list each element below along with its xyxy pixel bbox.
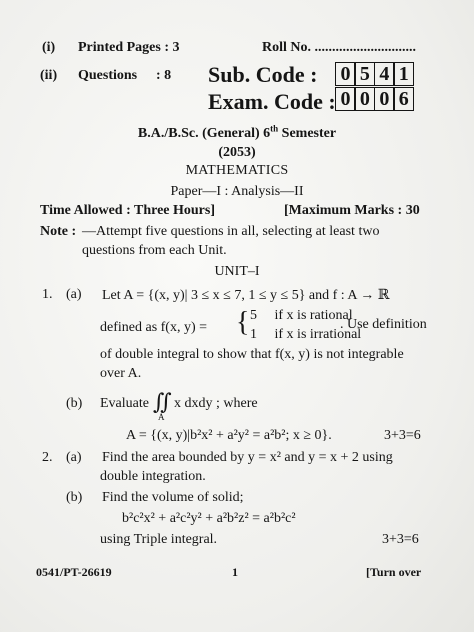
subject-title: MATHEMATICS xyxy=(185,163,289,178)
integral-region-label: A xyxy=(158,412,165,422)
q2b-line1: Find the volume of solid; xyxy=(102,490,244,505)
q1a-definition-tail: . Use definition xyxy=(340,317,427,332)
q1a-line3: of double integral to show that f(x, y) is not integrable xyxy=(100,347,404,362)
note-label: Note : xyxy=(40,224,77,239)
questions-label: Questions xyxy=(78,68,138,83)
q2a-line1: Find the area bounded by y = x² and y = x + 2 using xyxy=(102,450,393,465)
q1b-label: (b) xyxy=(66,396,83,411)
sub-code-digit: 0 xyxy=(335,62,356,86)
exam-code-digit: 0 xyxy=(335,87,356,111)
q2b-line3: using Triple integral. xyxy=(100,532,218,547)
q2a-line2: double integration. xyxy=(100,469,206,484)
footer-paper-code: 0541/PT-26619 xyxy=(36,565,112,579)
q2b-label: (b) xyxy=(66,490,83,505)
q1a-case-rational: 5 if x is rational xyxy=(250,308,353,323)
q1a-label: (a) xyxy=(66,287,82,302)
unit-heading: UNIT–I xyxy=(214,264,260,279)
question-1-number: 1. xyxy=(42,287,53,302)
questions-number: (ii) xyxy=(40,68,58,83)
exam-year: (2053) xyxy=(218,145,256,160)
double-integral-symbol: ∬ xyxy=(153,389,172,414)
exam-code-digit: 0 xyxy=(354,87,375,111)
questions-value: : 8 xyxy=(156,68,172,83)
roll-no-field: Roll No. ............................. xyxy=(262,40,416,55)
exam-code-label: Exam. Code : xyxy=(208,89,336,114)
q2-marks: 3+3=6 xyxy=(382,532,419,547)
exam-code-boxes xyxy=(335,87,414,111)
exam-code-digit: 6 xyxy=(393,87,414,111)
q2b-solid-equation: b²c²x² + a²c²y² + a²b²z² = a²b²c² xyxy=(122,511,296,526)
exam-code-digit: 0 xyxy=(374,87,395,111)
course-title: B.A./B.Sc. (General) 6th Semester xyxy=(137,123,337,141)
note-text-line2: questions from each Unit. xyxy=(82,243,227,258)
sub-code-digit: 1 xyxy=(393,62,414,86)
q2a-label: (a) xyxy=(66,450,82,465)
note-text-line1: —Attempt five questions in all, selecting at least two xyxy=(82,224,380,239)
q1b-integrand: x dxdy ; where xyxy=(174,396,258,411)
maximum-marks: [Maximum Marks : 30 xyxy=(284,203,420,218)
sub-code-boxes xyxy=(335,62,414,86)
q1a-line4: over A. xyxy=(100,366,142,381)
piecewise-brace: { xyxy=(236,307,250,338)
q1a-line1: Let A = {(x, y)| 3 ≤ x ≤ 7, 1 ≤ y ≤ 5} and f : A → ℝ xyxy=(102,288,390,303)
q1-marks: 3+3=6 xyxy=(384,428,421,443)
q1a-definition: defined as f(x, y) = xyxy=(100,320,208,335)
footer-page-number: 1 xyxy=(232,565,238,579)
sub-code-digit: 4 xyxy=(374,62,395,86)
q1a-case-irrational: 1 if x is irrational xyxy=(250,327,362,342)
time-allowed: Time Allowed : Three Hours] xyxy=(40,203,215,218)
paper-title: Paper—I : Analysis—II xyxy=(170,184,304,199)
q1b-evaluate: Evaluate xyxy=(100,396,149,411)
printed-pages-label: Printed Pages : 3 xyxy=(78,40,180,55)
footer-turn-over: [Turn over xyxy=(366,565,422,579)
printed-pages-number: (i) xyxy=(42,40,56,55)
sub-code-digit: 5 xyxy=(354,62,375,86)
sub-code-label: Sub. Code : xyxy=(208,62,318,87)
question-2-number: 2. xyxy=(42,450,53,465)
q1b-set-definition: A = {(x, y)|b²x² + a²y² = a²b²; x ≥ 0}. xyxy=(126,428,332,443)
